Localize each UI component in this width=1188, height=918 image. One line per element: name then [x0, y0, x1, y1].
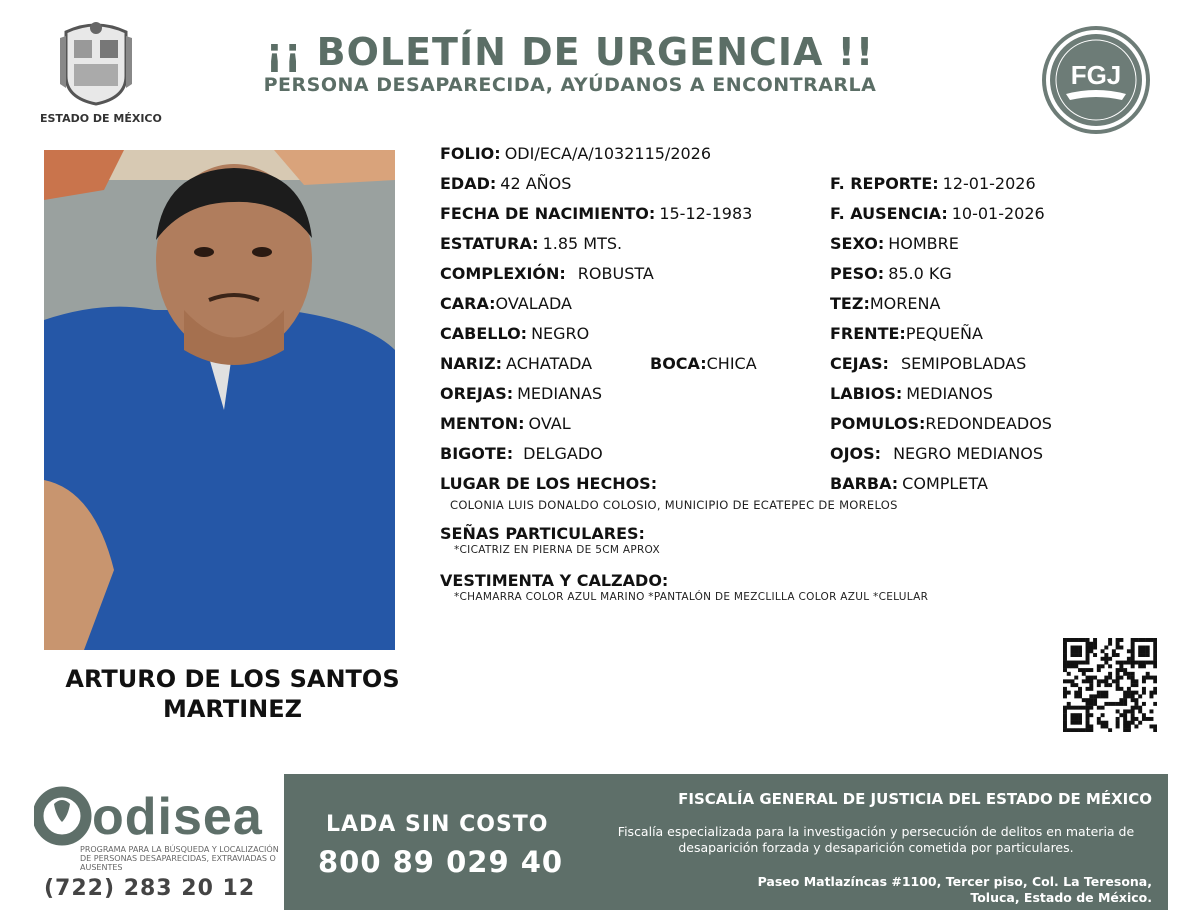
toll-free-label: LADA SIN COSTO [326, 812, 549, 837]
field-sexo [830, 234, 959, 254]
field-label: MENTON: [440, 414, 525, 433]
field-estatura [440, 234, 622, 254]
fiscalia-title: FISCALÍA GENERAL DE JUSTICIA DEL ESTADO DE MÉXICO [678, 790, 1152, 808]
address-line-2: Toluca, Estado de México. [970, 890, 1152, 905]
field-label: CABELLO: [440, 324, 528, 343]
fgj-text: FGJ [1070, 60, 1122, 90]
field-value: REDONDEADOS [925, 414, 1052, 433]
vestimenta-value: *CHAMARRA COLOR AZUL MARINO *PANTALÓN DE MEZCLILLA COLOR AZUL *CELULAR [454, 591, 929, 603]
lugar-hechos-label: LUGAR DE LOS HECHOS: [440, 474, 658, 493]
lugar-hechos-value: COLONIA LUIS DONALDO COLOSIO, MUNICIPIO DE ECATEPEC DE MORELOS [450, 498, 898, 512]
local-phone-number[interactable]: (722) 283 20 12 [44, 876, 256, 901]
field-label: F. AUSENCIA: [830, 204, 948, 223]
field-frente [830, 324, 983, 344]
field-nariz [440, 354, 592, 374]
field-label: FECHA DE NACIMIENTO: [440, 204, 656, 223]
field-value: CHICA [706, 354, 757, 373]
field-label: COMPLEXIÓN: [440, 264, 566, 283]
toll-free-number[interactable]: 800 89 029 40 [318, 845, 564, 879]
field-cara [440, 294, 572, 314]
field-edad [440, 174, 571, 194]
field-labios [830, 384, 993, 404]
field-label: SEXO: [830, 234, 885, 253]
field-value: OVALADA [495, 294, 572, 313]
senas-particulares-label: SEÑAS PARTICULARES: [440, 524, 645, 543]
field-cabello [440, 324, 589, 344]
field-value: DELGADO [523, 444, 603, 463]
field-tez [830, 294, 940, 314]
field-folio [440, 144, 711, 164]
missing-person-name: ARTURO DE LOS SANTOS MARTINEZ [65, 665, 400, 723]
field-label: EDAD: [440, 174, 497, 193]
field-value: MORENA [869, 294, 941, 313]
field-value: ODI/ECA/A/1032115/2026 [504, 144, 712, 163]
field-label: F. REPORTE: [830, 174, 939, 193]
bulletin-subtitle: PERSONA DESAPARECIDA, AYÚDANOS A ENCONTRARLA [263, 74, 877, 96]
field-label: TEZ: [830, 294, 870, 313]
state-label: ESTADO DE MÉXICO [40, 112, 162, 125]
missing-person-photo [44, 150, 395, 650]
field-value: 42 AÑOS [500, 174, 572, 193]
field-value: NEGRO MEDIANOS [893, 444, 1043, 463]
qr-code[interactable] [1063, 638, 1157, 732]
field-value: HOMBRE [888, 234, 959, 253]
field-label: NARIZ: [440, 354, 503, 373]
field-complexion [440, 264, 654, 284]
field-label: ESTATURA: [440, 234, 539, 253]
field-label: FRENTE: [830, 324, 906, 343]
field-fecha-nacimiento [440, 204, 752, 224]
fgj-seal-icon [1040, 24, 1152, 136]
field-value: SEMIPOBLADAS [900, 354, 1027, 373]
estado-de-mexico-logo [40, 18, 162, 128]
field-f-reporte [830, 174, 1036, 194]
field-value: 1.85 MTS. [542, 234, 623, 253]
fgj-logo [1040, 24, 1152, 136]
fiscalia-description: Fiscalía especializada para la investigación y persecución de delitos en materia de desaparición forzada y desaparición cometida por particulares. [617, 824, 1135, 855]
field-value: MEDIANAS [517, 384, 603, 403]
odisea-logo-icon [34, 786, 274, 846]
field-f-ausencia [830, 204, 1045, 224]
field-label: BIGOTE: [440, 444, 514, 463]
field-value: ROBUSTA [577, 264, 654, 283]
senas-particulares-value: *CICATRIZ EN PIERNA DE 5CM APROX [454, 544, 660, 556]
coat-of-arms-icon [56, 18, 136, 106]
vestimenta-label: VESTIMENTA Y CALZADO: [440, 571, 669, 590]
fiscalia-address [640, 874, 1152, 906]
field-value: COMPLETA [902, 474, 988, 493]
field-label: CEJAS: [830, 354, 889, 373]
field-label: BARBA: [830, 474, 899, 493]
field-value: PEQUEÑA [905, 324, 983, 343]
field-label: BOCA: [650, 354, 707, 373]
odisea-wordmark: odisea [92, 788, 263, 846]
field-value: 15-12-1983 [659, 204, 753, 223]
field-value: NEGRO [531, 324, 590, 343]
field-pomulos [830, 414, 1052, 434]
field-menton [440, 414, 571, 434]
field-peso [830, 264, 952, 284]
field-orejas [440, 384, 602, 404]
field-value: 10-01-2026 [951, 204, 1045, 223]
field-value: OVAL [528, 414, 571, 433]
bulletin-title: ¡¡ BOLETÍN DE URGENCIA !! [265, 30, 875, 74]
field-label: OREJAS: [440, 384, 514, 403]
field-label: CARA: [440, 294, 496, 313]
address-line-1: Paseo Matlazíncas #1100, Tercer piso, Col. La Teresona, [757, 874, 1152, 889]
odisea-tagline: PROGRAMA PARA LA BÚSQUEDA Y LOCALIZACIÓN DE PERSONAS DESAPARECIDAS, EXTRAVIADAS O AUSENTES [80, 845, 279, 872]
field-label: PESO: [830, 264, 885, 283]
field-value: MEDIANOS [906, 384, 993, 403]
field-ojos [830, 444, 1043, 464]
field-cejas [830, 354, 1026, 374]
field-label: POMULOS: [830, 414, 926, 433]
field-value: 12-01-2026 [942, 174, 1036, 193]
field-boca [650, 354, 757, 374]
field-barba [830, 474, 988, 494]
field-value: ACHATADA [506, 354, 593, 373]
field-label: OJOS: [830, 444, 882, 463]
field-label: LABIOS: [830, 384, 903, 403]
field-value: 85.0 KG [888, 264, 952, 283]
field-bigote [440, 444, 603, 464]
field-label: FOLIO: [440, 144, 501, 163]
qr-code-icon [1063, 638, 1157, 732]
